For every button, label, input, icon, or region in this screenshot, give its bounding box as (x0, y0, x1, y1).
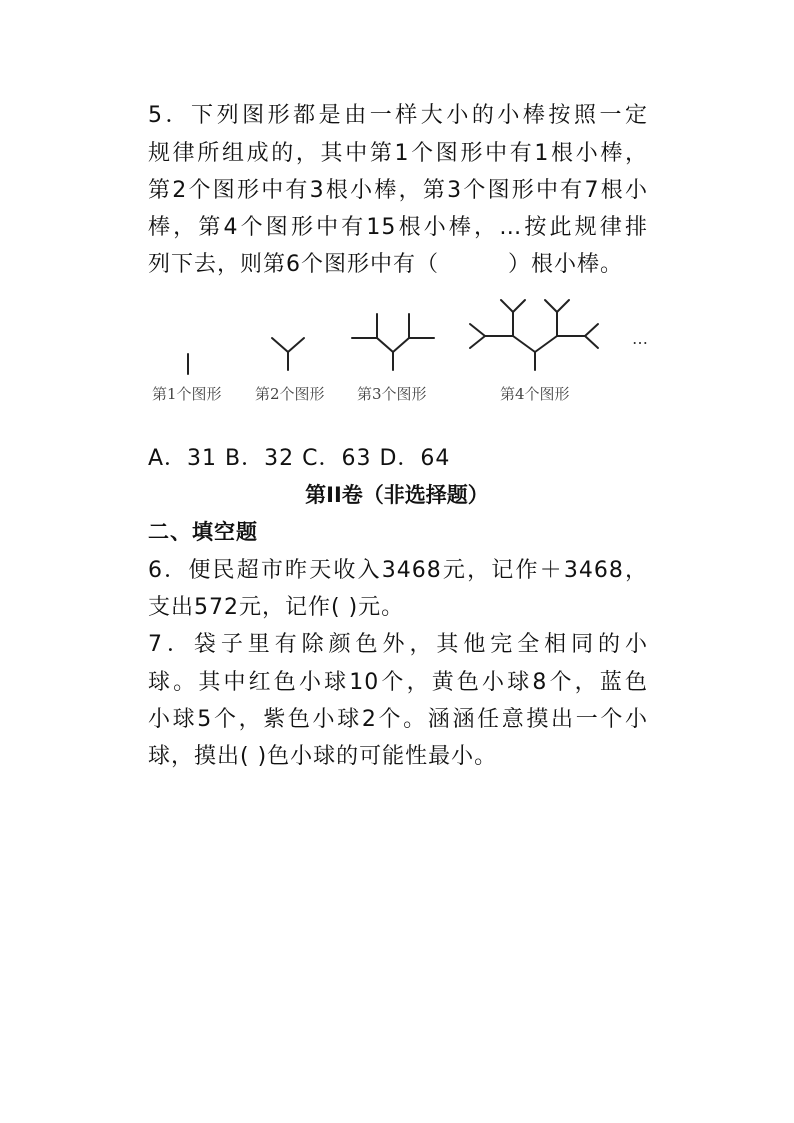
q5-options: A．31 B．32 C．63 D．64 (148, 446, 451, 471)
fig4-sticks (470, 300, 598, 370)
q5-line-4: 棒，第4个图形中有15根小棒，…按此规律排 (148, 215, 648, 240)
section-title: 第II卷（非选择题） (305, 483, 489, 507)
fig3-caption: 第3个图形 (357, 385, 427, 403)
q5-line-1: 5．下列图形都是由一样大小的小棒按照一定 (148, 103, 648, 128)
q7-line-4: 球，摸出( )色小球的可能性最小。 (148, 744, 498, 769)
q7-line-2: 球。其中红色小球10个，黄色小球8个，蓝色 (148, 670, 648, 695)
q6-line-2: 支出572元，记作( )元。 (148, 595, 405, 620)
fig2-caption: 第2个图形 (255, 385, 325, 403)
q5-line-2: 规律所组成的，其中第1个图形中有1根小棒， (148, 141, 648, 166)
stick-pattern-diagram (140, 286, 660, 416)
fig4-caption: 第4个图形 (500, 385, 570, 403)
q5-line-3: 第2个图形中有3根小棒，第3个图形中有7根小 (148, 178, 648, 203)
fig3-sticks (352, 314, 434, 370)
fig1-caption: 第1个图形 (152, 385, 222, 403)
stick-pattern-figure (140, 286, 660, 416)
q6-line-1: 6．便民超市昨天收入3468元，记作＋3468， (148, 558, 648, 583)
figure-ellipsis: … (632, 329, 648, 348)
fig2-sticks (272, 338, 304, 370)
q7-line-3: 小球5个，紫色小球2个。涵涵任意摸出一个小 (148, 707, 648, 732)
fill-in-heading: 二、填空题 (148, 520, 258, 544)
q7-line-1: 7．袋子里有除颜色外，其他完全相同的小 (148, 632, 648, 657)
q5-line-5: 列下去，则第6个图形中有（ ）根小棒。 (148, 252, 623, 277)
